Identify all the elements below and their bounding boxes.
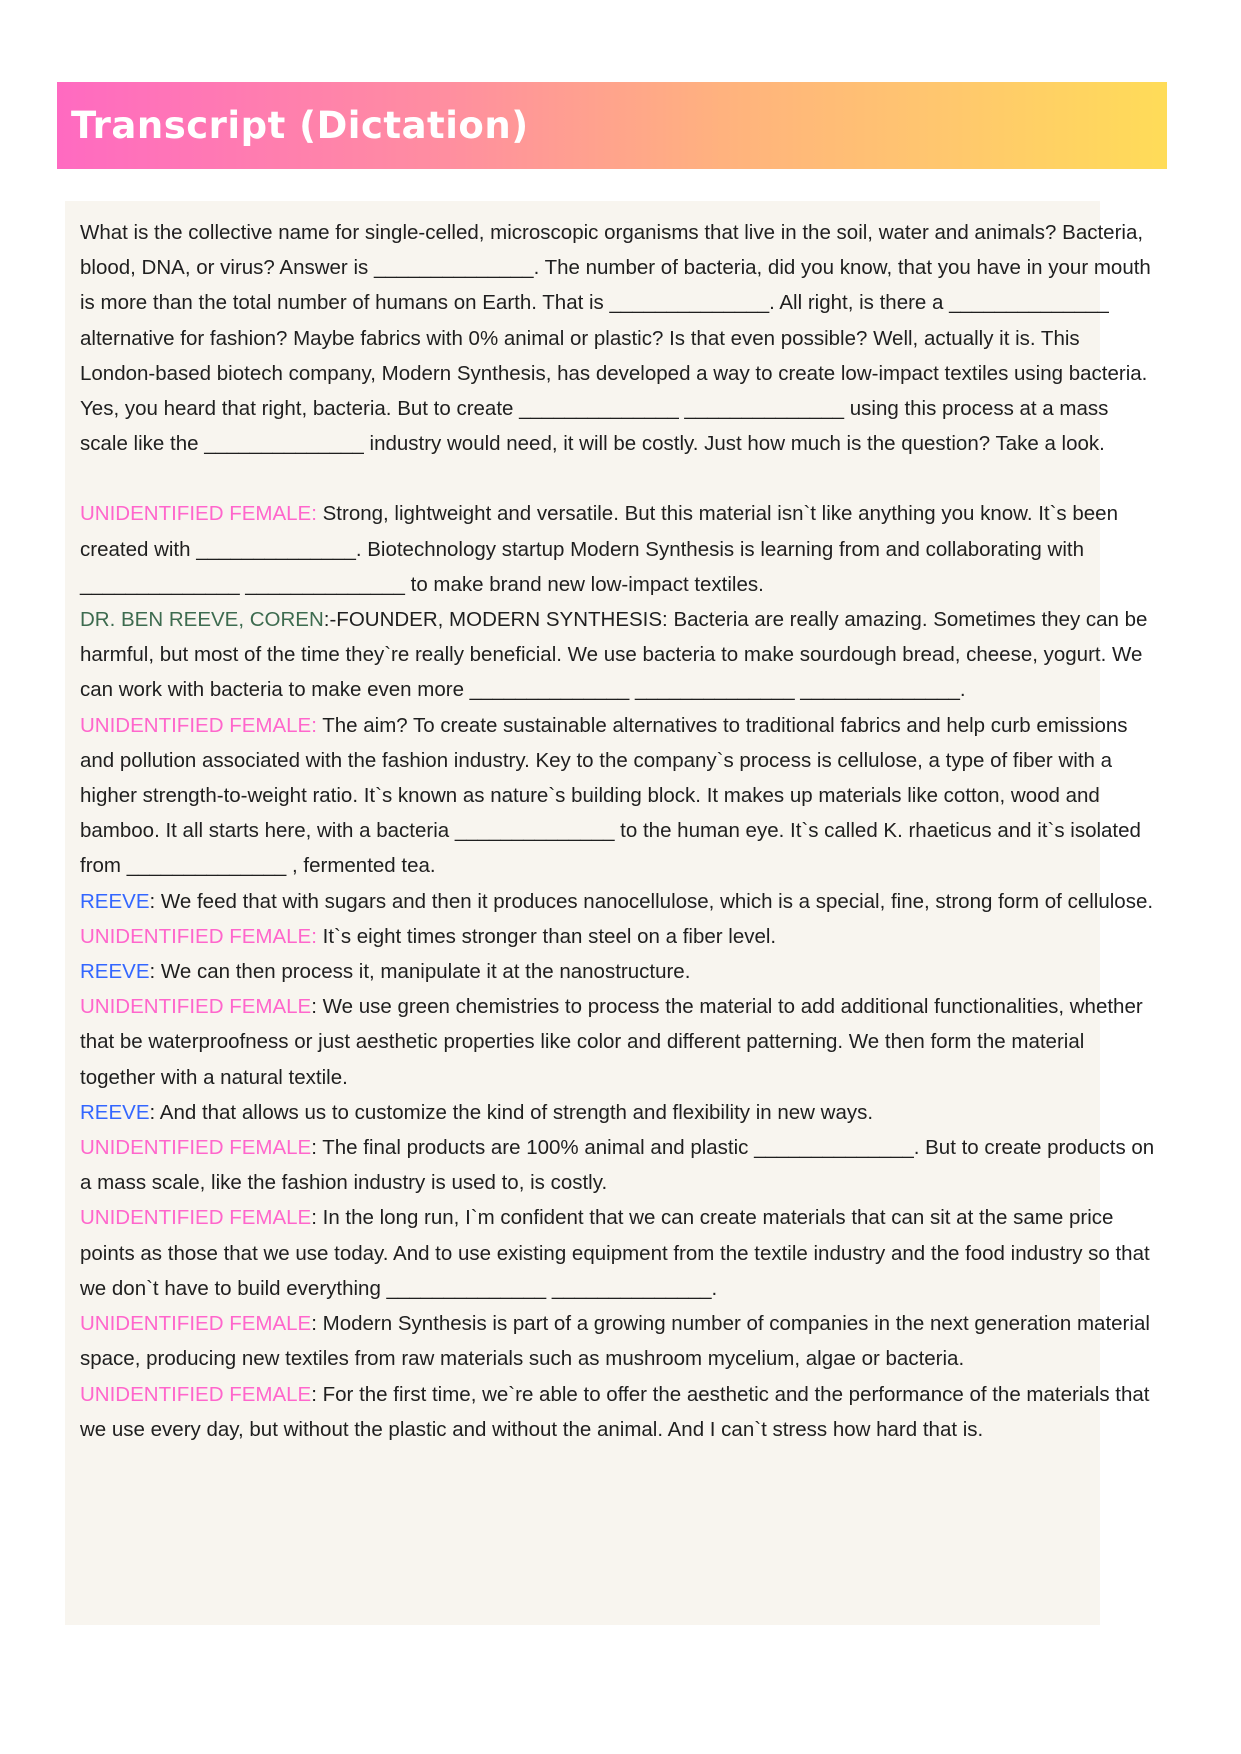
dialogue-text: For the first time, we`re able to offer the aesthetic and the performance of the materials that we use every day, but without the plastic and without the animal. And I can`t stress how hard that is. — [80, 1382, 1150, 1441]
dialogue-line — [80, 1200, 1160, 1306]
dialogue-line — [80, 919, 1160, 954]
speaker-label: UNIDENTIFIED FEMALE — [80, 713, 312, 737]
speaker-separator: : — [311, 995, 317, 1019]
dialogue-line — [80, 989, 1160, 1095]
dialogue-text: We use green chemistries to process the material to add additional functionalities, whether that be waterproofness or just aesthetic properties like color and different patterning. We then form the material together with a natural textile. — [80, 995, 1143, 1089]
dialogue-text: Modern Synthesis is part of a growing number of companies in the next generation material space, producing new textiles from raw materials such as mushroom mycelium, algae or bacteria. — [80, 1312, 1150, 1371]
dialogue-line — [80, 1377, 1160, 1447]
dialogue-text: Strong, lightweight and versatile. But this material isn`t like anything you know. It`s been created with ______________. Biotechnology startup Modern Synthesis is learning from and collaborating with ______________ ______________ to make brand new low-impact textiles. — [80, 502, 1118, 596]
title-banner — [57, 82, 1167, 169]
dialogue-text: It`s eight times stronger than steel on a fiber level. — [316, 924, 777, 948]
page-title: Transcript (Dictation) — [71, 104, 529, 147]
dialogue-line — [80, 1306, 1160, 1376]
dialogue-text: We feed that with sugars and then it produces nanocellulose, which is a special, fine, strong form of cellulose. — [155, 889, 1154, 913]
dialogue-text: We can then process it, manipulate it at the nanostructure. — [155, 960, 691, 984]
dialogue-line — [80, 954, 1160, 989]
dialogue-line — [80, 708, 1160, 884]
speaker-separator: : — [311, 1382, 317, 1406]
dialogue-line — [80, 1130, 1160, 1200]
paragraph-gap — [80, 461, 1160, 496]
dialogue-line — [80, 496, 1160, 602]
speaker-label: UNIDENTIFIED FEMALE — [80, 1206, 312, 1230]
speaker-label: UNIDENTIFIED FEMALE — [80, 1136, 312, 1160]
speaker-separator: : — [311, 713, 317, 737]
speaker-separator: : — [149, 960, 156, 984]
transcript-content — [80, 215, 1160, 1447]
dialogue-text: And that allows us to customize the kind of strength and flexibility in new ways. — [155, 1100, 874, 1124]
speaker-separator: : — [311, 1312, 317, 1336]
dialogue-line — [80, 1095, 1160, 1130]
speaker-label: DR. BEN REEVE, COREN — [80, 608, 324, 632]
dialogue-text: The aim? To create sustainable alternatives to traditional fabrics and help curb emissions and pollution associated with the fashion industry. Key to the company`s process is cellulose, a type of fiber with a higher strength-to-weight ratio. It`s known as nature`s building block. It makes up materials like cotton, wood and bamboo. It all starts here, with a bacteria ______________ to the human eye. It`s called K. rhaeticus and it`s isolated from ______________ , fermented tea. — [80, 713, 1141, 878]
speaker-label: UNIDENTIFIED FEMALE — [80, 995, 312, 1019]
intro-paragraph: What is the collective name for single-celled, microscopic organisms that live in the soil, water and animals? Bacteria, blood, DNA, or virus? Answer is ______________. The number of bacteria, did you know, that you have in your mouth is more than the total number of humans on Earth. That is ______________. All right, is there a ______________ alternative for fashion? Maybe fabrics with 0% animal or plastic? Is that even possible? Well, actually it is. This London-based biotech company, Modern Synthesis, has developed a way to create low-impact textiles using bacteria. Yes, you heard that right, bacteria. But to create ______________ ______________ using this process at a mass scale like the ______________ industry would need, it will be costly. Just how much is the question? Take a look. — [80, 221, 1151, 456]
dialogue-line — [80, 884, 1160, 919]
dialogue-text: The final products are 100% animal and plastic ______________. But to create products on a mass scale, like the fashion industry is used to, is costly. — [80, 1136, 1155, 1195]
speaker-separator: : — [149, 1100, 156, 1124]
dialogue-text: :-FOUNDER, MODERN SYNTHESIS: Bacteria are really amazing. Sometimes they can be harmful, but most of the time they`re really beneficial. We use bacteria to make sourdough bread, cheese, yogurt. We can work with bacteria to make even more ______________ ______________ ______________. — [80, 608, 1148, 702]
speaker-separator: : — [311, 1206, 317, 1230]
speaker-label: REEVE — [80, 889, 150, 913]
speaker-label: REEVE — [80, 960, 150, 984]
speaker-label: REEVE — [80, 1100, 150, 1124]
speaker-separator: : — [311, 502, 317, 526]
speaker-separator: : — [149, 889, 156, 913]
speaker-label: UNIDENTIFIED FEMALE — [80, 1382, 312, 1406]
speaker-label: UNIDENTIFIED FEMALE — [80, 1312, 312, 1336]
speaker-label: UNIDENTIFIED FEMALE — [80, 502, 312, 526]
dialogue-text: In the long run, I`m confident that we can create materials that can sit at the same price points as those that we use today. And to use existing equipment from the textile industry and the food industry so that we don`t have to build everything ______________ ______________. — [80, 1206, 1150, 1300]
speaker-separator: : — [311, 1136, 317, 1160]
speaker-label: UNIDENTIFIED FEMALE: — [80, 924, 317, 948]
dialogue-line — [80, 602, 1160, 708]
